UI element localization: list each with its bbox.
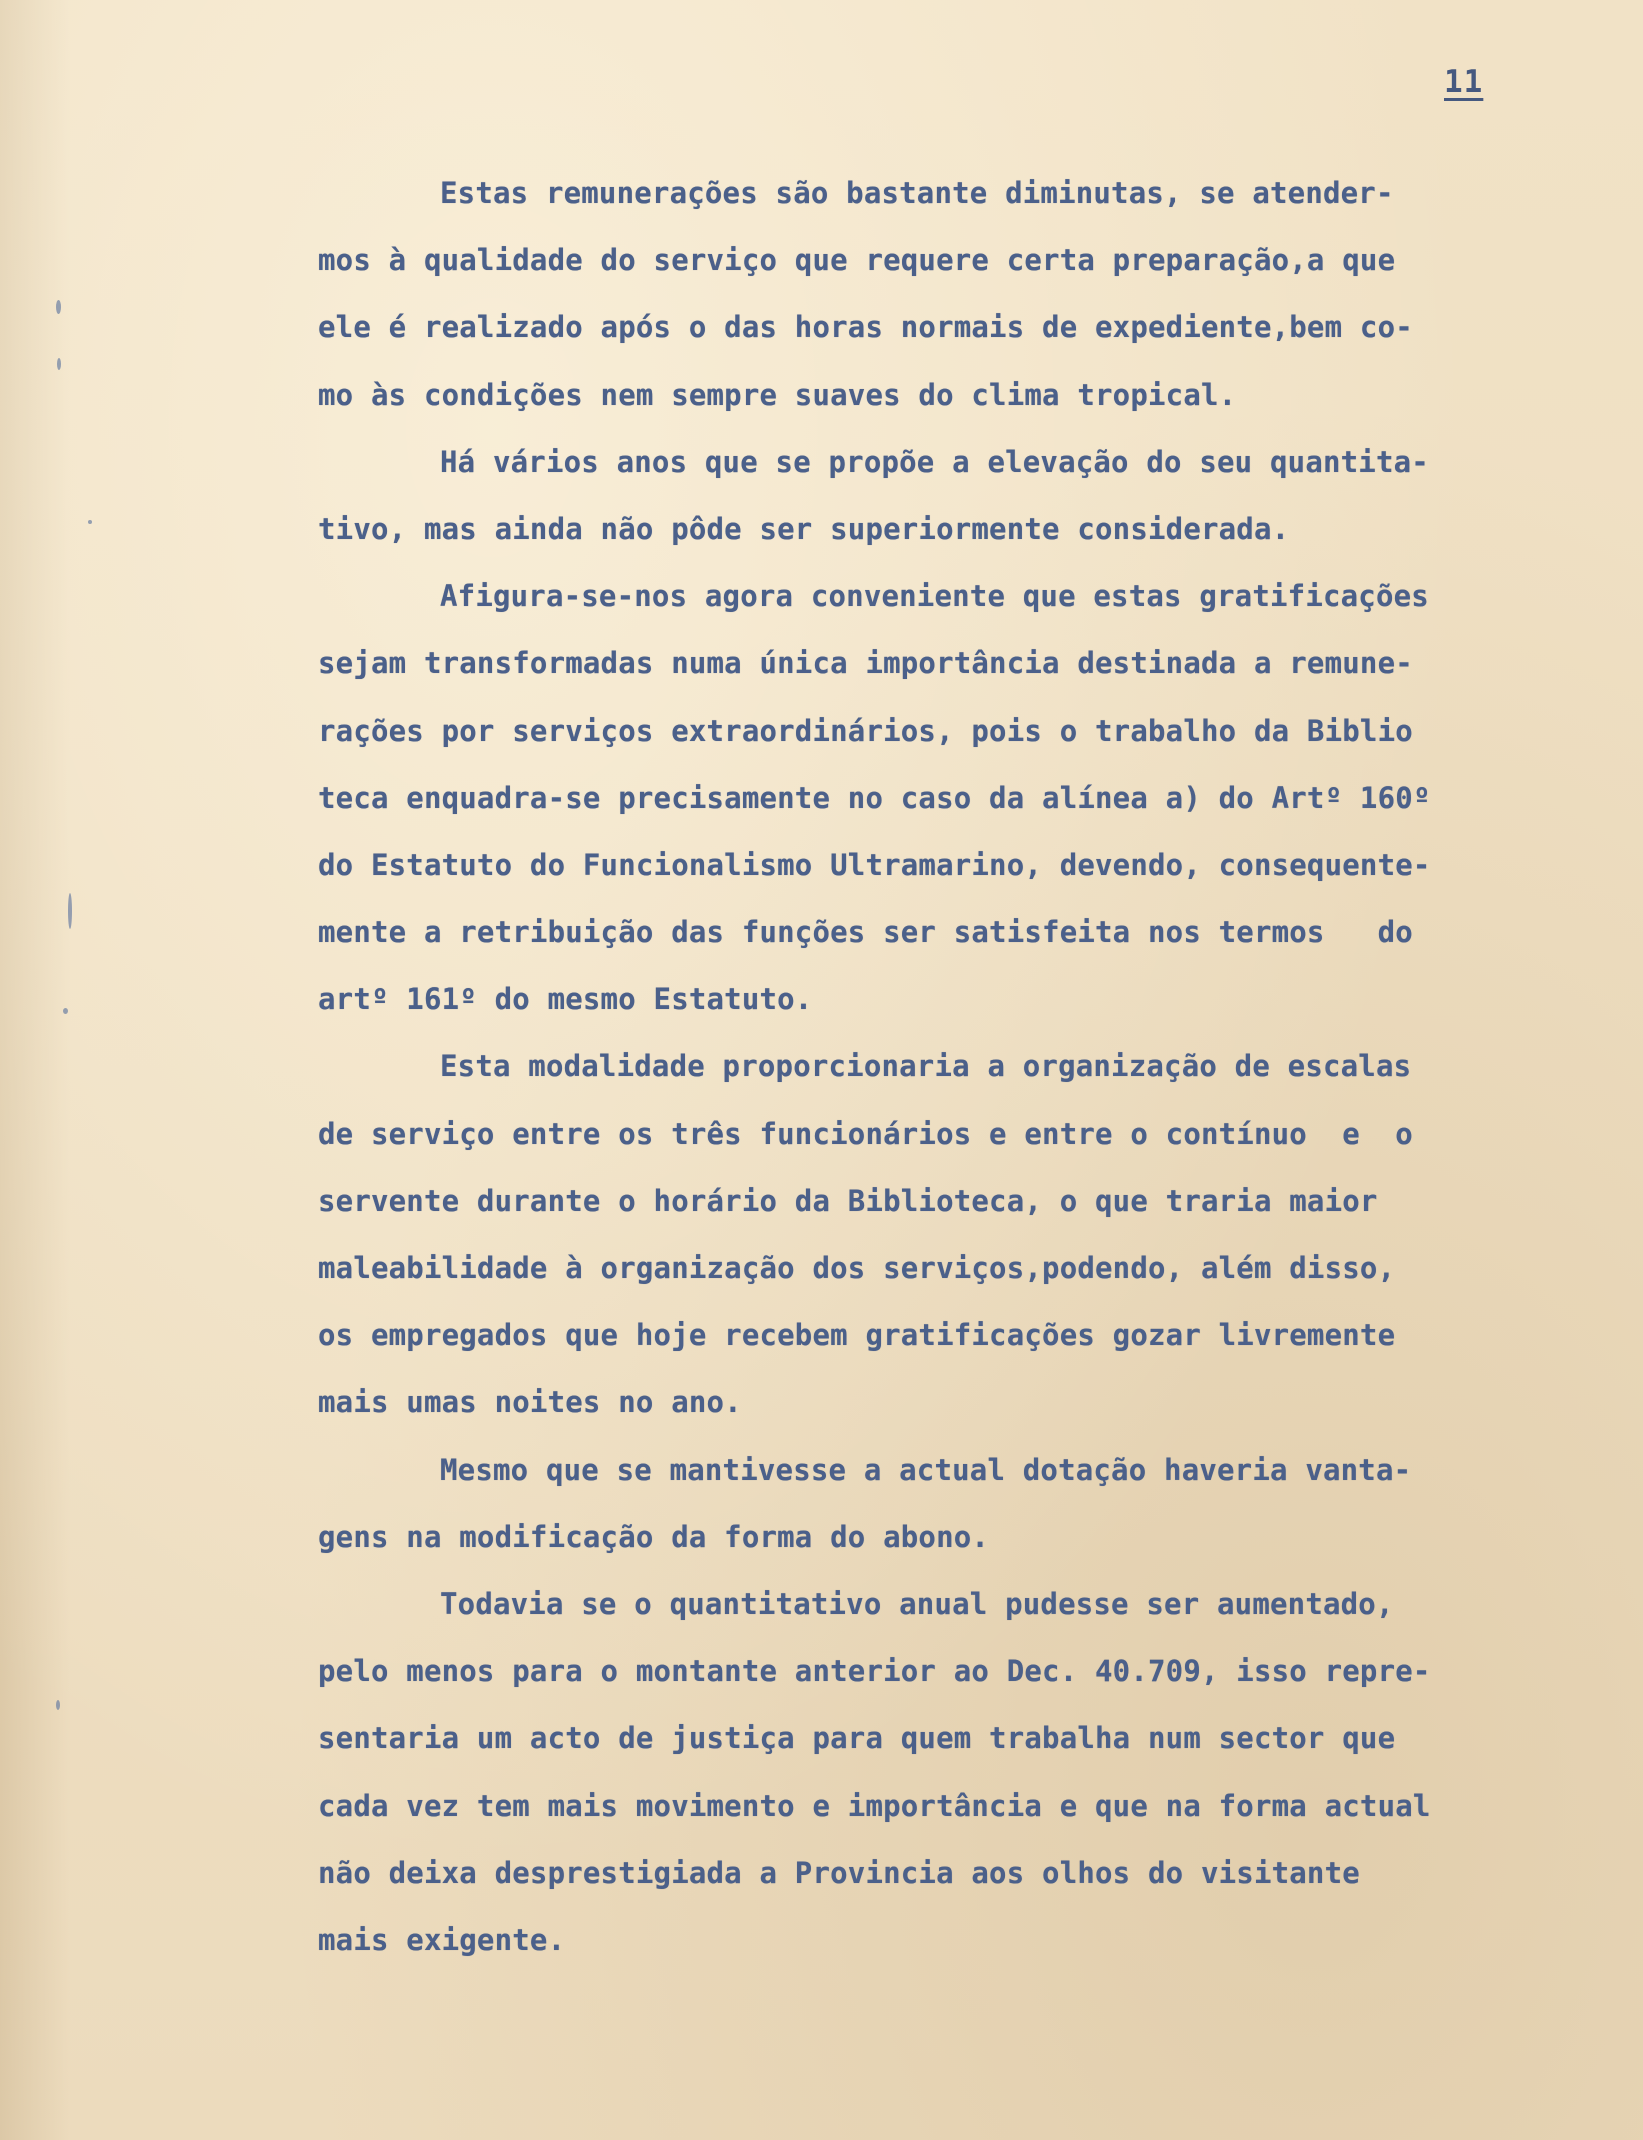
- text-line: mais exigente.: [318, 1922, 566, 1957]
- text-line: servente durante o horário da Biblioteca, o que traria maior: [318, 1183, 1378, 1218]
- scan-speck: [63, 1008, 68, 1014]
- text-line: do Estatuto do Funcionalismo Ultramarino, devendo, consequente-: [318, 847, 1431, 882]
- text-line: teca enquadra-se precisamente no caso da alínea a) do Artº 160º: [318, 780, 1431, 815]
- page-number: 11: [1444, 64, 1484, 100]
- text-line: artº 161º do mesmo Estatuto.: [318, 982, 813, 1017]
- text-line: sejam transformadas numa única importância destinada a remune-: [318, 646, 1413, 681]
- body-text: [318, 160, 1588, 1974]
- text-line: mente a retribuição das funções ser satisfeita nos termos do: [318, 915, 1413, 950]
- text-line: Mesmo que se mantivesse a actual dotação haveria vanta-: [440, 1452, 1412, 1487]
- text-line: Afigura-se-nos agora conveniente que estas gratificações: [440, 579, 1429, 614]
- scan-speck: [68, 893, 72, 929]
- scan-speck: [88, 520, 92, 524]
- text-line: tivo, mas ainda não pôde ser superiormente considerada.: [318, 511, 1290, 546]
- scan-speck: [56, 300, 61, 314]
- text-line: maleabilidade à organização dos serviços,podendo, além disso,: [318, 1251, 1396, 1285]
- text-line: gens na modificação da forma do abono.: [318, 1519, 990, 1554]
- text-line: Estas remunerações são bastante diminutas, se atender-: [440, 176, 1394, 210]
- text-line: mais umas noites no ano.: [318, 1385, 742, 1420]
- text-line: sentaria um acto de justiça para quem trabalha num sector que: [318, 1721, 1396, 1756]
- text-line: Há vários anos que se propõe a elevação do seu quantita-: [440, 444, 1429, 479]
- text-line: de serviço entre os três funcionários e entre o contínuo e o: [318, 1116, 1413, 1151]
- text-line: pelo menos para o montante anterior ao Dec. 40.709, isso repre-: [318, 1654, 1431, 1689]
- text-line: os empregados que hoje recebem gratificações gozar livremente: [318, 1318, 1396, 1353]
- text-line: Todavia se o quantitativo anual pudesse ser aumentado,: [440, 1586, 1394, 1621]
- text-line: Esta modalidade proporcionaria a organização de escalas: [440, 1049, 1412, 1084]
- text-line: mos à qualidade do serviço que requere certa preparação,a que: [318, 243, 1396, 278]
- scan-speck: [57, 358, 61, 370]
- text-line: não deixa desprestigiada a Provincia aos olhos do visitante: [318, 1855, 1360, 1890]
- text-line: ele é realizado após o das horas normais de expediente,bem co-: [318, 310, 1413, 345]
- text-line: mo às condições nem sempre suaves do clima tropical.: [318, 377, 1237, 412]
- text-line: rações por serviços extraordinários, pois o trabalho da Biblio: [318, 713, 1413, 748]
- scan-speck: [56, 1700, 60, 1710]
- text-line: cada vez tem mais movimento e importância e que na forma actual: [318, 1788, 1431, 1823]
